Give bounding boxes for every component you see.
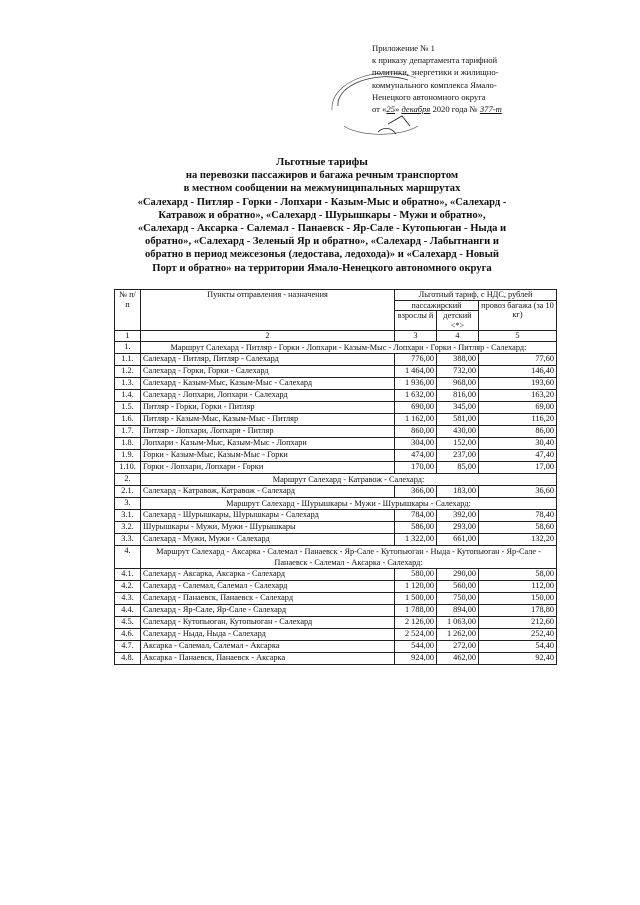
row-points: Шурышкары - Мужи, Мужи - Шурышкары	[141, 522, 395, 534]
row-baggage-tariff: 112,00	[479, 581, 557, 593]
row-number: 1.8.	[115, 438, 141, 450]
route-number: 4.	[115, 546, 141, 569]
table-row	[115, 617, 557, 629]
row-adult-tariff: 690,00	[395, 402, 437, 414]
row-points: Лопхари - Казым-Мыс, Казым-Мыс - Лопхари	[141, 438, 395, 450]
table-row	[115, 593, 557, 605]
row-baggage-tariff: 193,60	[479, 378, 557, 390]
date-mid: »	[394, 104, 402, 115]
table-row	[115, 534, 557, 546]
table-row	[115, 438, 557, 450]
table-row	[115, 414, 557, 426]
row-points: Салехард - Лопхари, Лопхари - Салехард	[141, 390, 395, 402]
row-points: Салехард - Шурышкары, Шурышкары - Салехард	[141, 510, 395, 522]
row-points: Салехард - Казым-Мыс, Казым-Мыс - Салехард	[141, 378, 395, 390]
title-line: обратно в период межсезонья (ледостава, ледохода)» и «Салехард - Новый	[145, 249, 499, 261]
row-child-tariff: 345,00	[437, 402, 479, 414]
row-number: 3.2.	[115, 522, 141, 534]
row-number: 1.10.	[115, 462, 141, 474]
table-row	[115, 366, 557, 378]
row-baggage-tariff: 58,00	[479, 569, 557, 581]
title-line: обратно», «Салехард - Зеленый Яр и обратно», «Салехард - Лабытнанги и	[145, 236, 499, 248]
appendix-line: коммунального комплекса Ямало-	[372, 79, 497, 90]
table-row	[115, 522, 557, 534]
row-points: Салехард - Панаевск, Панаевск - Салехард	[141, 593, 395, 605]
column-index: 1	[115, 331, 141, 342]
row-adult-tariff: 2 524,00	[395, 629, 437, 641]
row-adult-tariff: 1 632,00	[395, 390, 437, 402]
row-child-tariff: 85,00	[437, 462, 479, 474]
table-row	[115, 629, 557, 641]
title-line: на перевозки пассажиров и багажа речным транспортом	[185, 170, 459, 182]
route-title: Маршрут Салехард - Шурышкары - Мужи - Шурышкары - Салехард:	[141, 498, 557, 510]
title-line: Катравож и обратно», «Салехард - Шурышкары - Мужи и обратно»,	[158, 209, 486, 221]
document-title	[112, 156, 532, 275]
row-number: 1.1.	[115, 354, 141, 366]
row-points: Питляр - Казым-Мыс, Казым-Мыс - Питляр	[141, 414, 395, 426]
row-child-tariff: 392,00	[437, 510, 479, 522]
row-number: 1.5.	[115, 402, 141, 414]
row-adult-tariff: 1 464,00	[395, 366, 437, 378]
row-points: Аксарка - Салемал, Салемал - Аксарка	[141, 641, 395, 653]
header-adult: взрослы й	[395, 311, 437, 331]
row-adult-tariff: 580,00	[395, 569, 437, 581]
route-number: 1.	[115, 342, 141, 354]
header-passenger: пассажирский	[395, 300, 479, 311]
row-baggage-tariff: 30,40	[479, 438, 557, 450]
row-number: 1.3.	[115, 378, 141, 390]
row-points: Горки - Лопхари, Лопхари - Горки	[141, 462, 395, 474]
row-child-tariff: 272,00	[437, 641, 479, 653]
row-baggage-tariff: 132,20	[479, 534, 557, 546]
row-points: Салехард - Горки, Горки - Салехард	[141, 366, 395, 378]
column-index: 2	[141, 331, 395, 342]
row-baggage-tariff: 146,40	[479, 366, 557, 378]
row-adult-tariff: 544,00	[395, 641, 437, 653]
row-points: Салехард - Кутопьюган, Кутопьюган - Салехард	[141, 617, 395, 629]
row-number: 4.2.	[115, 581, 141, 593]
row-points: Салехард - Яр-Сале, Яр-Сале - Салехард	[141, 605, 395, 617]
row-points: Горки - Казым-Мыс, Казым-Мыс - Горки	[141, 450, 395, 462]
title-line: Порт и обратно» на территории Ямало-Ненецкого автономного округа	[152, 262, 492, 274]
row-number: 1.4.	[115, 390, 141, 402]
header-points: Пункты отправления - назначения	[141, 290, 395, 331]
column-index-row	[115, 331, 557, 342]
row-adult-tariff: 1 162,00	[395, 414, 437, 426]
row-child-tariff: 661,00	[437, 534, 479, 546]
row-baggage-tariff: 77,60	[479, 354, 557, 366]
title-line: «Салехард - Питляр - Горки - Лопхари - Казым-Мыс и обратно», «Салехард -	[137, 196, 507, 208]
row-baggage-tariff: 78,40	[479, 510, 557, 522]
table-row	[115, 462, 557, 474]
row-number: 4.6.	[115, 629, 141, 641]
table-row	[115, 510, 557, 522]
table-body	[115, 342, 557, 665]
row-baggage-tariff: 92,40	[479, 653, 557, 665]
row-adult-tariff: 1 788,00	[395, 605, 437, 617]
route-title: Маршрут Салехард - Питляр - Горки - Лопхари - Казым-Мыс - Лопхари - Горки - Питляр - Салехард:	[141, 342, 557, 354]
row-number: 4.5.	[115, 617, 141, 629]
row-baggage-tariff: 86,00	[479, 426, 557, 438]
row-number: 4.3.	[115, 593, 141, 605]
row-child-tariff: 968,00	[437, 378, 479, 390]
row-adult-tariff: 2 126,00	[395, 617, 437, 629]
row-baggage-tariff: 252,40	[479, 629, 557, 641]
row-baggage-tariff: 150,00	[479, 593, 557, 605]
table-row	[115, 426, 557, 438]
row-adult-tariff: 474,00	[395, 450, 437, 462]
row-number: 4.8.	[115, 653, 141, 665]
row-adult-tariff: 366,00	[395, 486, 437, 498]
row-number: 4.1.	[115, 569, 141, 581]
row-number: 1.6.	[115, 414, 141, 426]
row-child-tariff: 732,00	[437, 366, 479, 378]
row-child-tariff: 237,00	[437, 450, 479, 462]
row-baggage-tariff: 58,60	[479, 522, 557, 534]
row-points: Салехард - Питляр, Питляр - Салехард	[141, 354, 395, 366]
row-child-tariff: 290,00	[437, 569, 479, 581]
row-number: 3.3.	[115, 534, 141, 546]
table-row	[115, 354, 557, 366]
table-row	[115, 390, 557, 402]
order-number: 377-т	[479, 104, 502, 115]
row-baggage-tariff: 212,60	[479, 617, 557, 629]
row-child-tariff: 388,00	[437, 354, 479, 366]
row-adult-tariff: 776,00	[395, 354, 437, 366]
row-child-tariff: 1 262,00	[437, 629, 479, 641]
row-child-tariff: 1 063,00	[437, 617, 479, 629]
date-prefix: от «	[372, 104, 387, 115]
row-points: Питляр - Лопхари, Лопхари - Питляр	[141, 426, 395, 438]
row-number: 4.4.	[115, 605, 141, 617]
row-child-tariff: 293,00	[437, 522, 479, 534]
row-adult-tariff: 1 500,00	[395, 593, 437, 605]
row-baggage-tariff: 69,00	[479, 402, 557, 414]
row-baggage-tariff: 54,40	[479, 641, 557, 653]
table-row	[115, 486, 557, 498]
row-child-tariff: 183,00	[437, 486, 479, 498]
row-child-tariff: 581,00	[437, 414, 479, 426]
row-child-tariff: 816,00	[437, 390, 479, 402]
title-line: в местном сообщении на межмуниципальных маршрутах	[183, 183, 461, 195]
row-adult-tariff: 784,00	[395, 510, 437, 522]
table-row	[115, 641, 557, 653]
route-title: Маршрут Салехард - Аксарка - Салемал - Панаевск - Яр-Сале - Кутопьюган - Ныда - Кутопьюган - Яр-Сале - Панаевск - Салемал - Аксарка - Салехард:	[141, 546, 557, 569]
row-points: Салехард - Мужи, Мужи - Салехард	[141, 534, 395, 546]
row-baggage-tariff: 163,20	[479, 390, 557, 402]
title-line: Льготные тарифы	[276, 156, 368, 168]
date-year: 2020 года №	[430, 104, 480, 115]
row-baggage-tariff: 47,40	[479, 450, 557, 462]
route-row	[115, 498, 557, 510]
row-points: Салехард - Катравож, Катравож - Салехард	[141, 486, 395, 498]
row-baggage-tariff: 116,20	[479, 414, 557, 426]
row-adult-tariff: 860,00	[395, 426, 437, 438]
row-points: Салехард - Ныда, Ныда - Салехард	[141, 629, 395, 641]
row-baggage-tariff: 36,60	[479, 486, 557, 498]
table-row	[115, 450, 557, 462]
row-adult-tariff: 1 120,00	[395, 581, 437, 593]
row-baggage-tariff: 178,80	[479, 605, 557, 617]
row-baggage-tariff: 17,00	[479, 462, 557, 474]
route-number: 3.	[115, 498, 141, 510]
header-child: детский <*>	[437, 311, 479, 331]
row-adult-tariff: 586,00	[395, 522, 437, 534]
appendix-line: политики, энергетики и жилищно-	[372, 67, 499, 78]
column-index: 3	[395, 331, 437, 342]
tariffs-table	[114, 289, 557, 665]
date-month: декабря	[401, 104, 431, 115]
row-child-tariff: 152,00	[437, 438, 479, 450]
route-row	[115, 342, 557, 354]
row-points: Аксарка - Панаевск, Панаевск - Аксарка	[141, 653, 395, 665]
row-number: 1.7.	[115, 426, 141, 438]
row-number: 3.1.	[115, 510, 141, 522]
row-number: 4.7.	[115, 641, 141, 653]
row-child-tariff: 462,00	[437, 653, 479, 665]
table-row	[115, 581, 557, 593]
row-adult-tariff: 1 322,00	[395, 534, 437, 546]
table-row	[115, 653, 557, 665]
title-line: «Салехард - Аксарка - Салемал - Панаевск - Яр-Сале - Кутопьюган - Ныда и	[137, 223, 507, 235]
table-row	[115, 378, 557, 390]
route-row	[115, 546, 557, 569]
date-day: 25	[386, 104, 395, 115]
row-child-tariff: 430,00	[437, 426, 479, 438]
row-adult-tariff: 170,00	[395, 462, 437, 474]
row-points: Салехард - Аксарка, Аксарка - Салехард	[141, 569, 395, 581]
header-tariff: Льготный тариф, с НДС, рублей	[395, 290, 557, 301]
row-number: 1.2.	[115, 366, 141, 378]
table-row	[115, 569, 557, 581]
appendix-header	[372, 42, 612, 115]
appendix-line: к приказу департамента тарифной	[372, 55, 498, 66]
row-child-tariff: 894,00	[437, 605, 479, 617]
table-row	[115, 402, 557, 414]
order-date-line	[372, 103, 612, 115]
row-child-tariff: 560,00	[437, 581, 479, 593]
route-title: Маршрут Салехард - Катравож - Салехард:	[141, 474, 557, 486]
table-row	[115, 605, 557, 617]
column-index: 5	[479, 331, 557, 342]
route-row	[115, 474, 557, 486]
row-points: Салехард - Салемал, Салемал - Салехард	[141, 581, 395, 593]
appendix-line: Приложение № 1	[372, 43, 435, 53]
row-adult-tariff: 1 936,00	[395, 378, 437, 390]
header-baggage: провоз багажа (за 10 кг)	[479, 300, 557, 331]
row-number: 2.1.	[115, 486, 141, 498]
row-points: Питляр - Горки, Горки - Питляр	[141, 402, 395, 414]
route-number: 2.	[115, 474, 141, 486]
column-index: 4	[437, 331, 479, 342]
header-num: № п/п	[115, 290, 141, 331]
appendix-line: Ненецкого автономного округа	[372, 91, 486, 102]
row-adult-tariff: 304,00	[395, 438, 437, 450]
row-adult-tariff: 924,00	[395, 653, 437, 665]
row-child-tariff: 750,00	[437, 593, 479, 605]
row-number: 1.9.	[115, 450, 141, 462]
